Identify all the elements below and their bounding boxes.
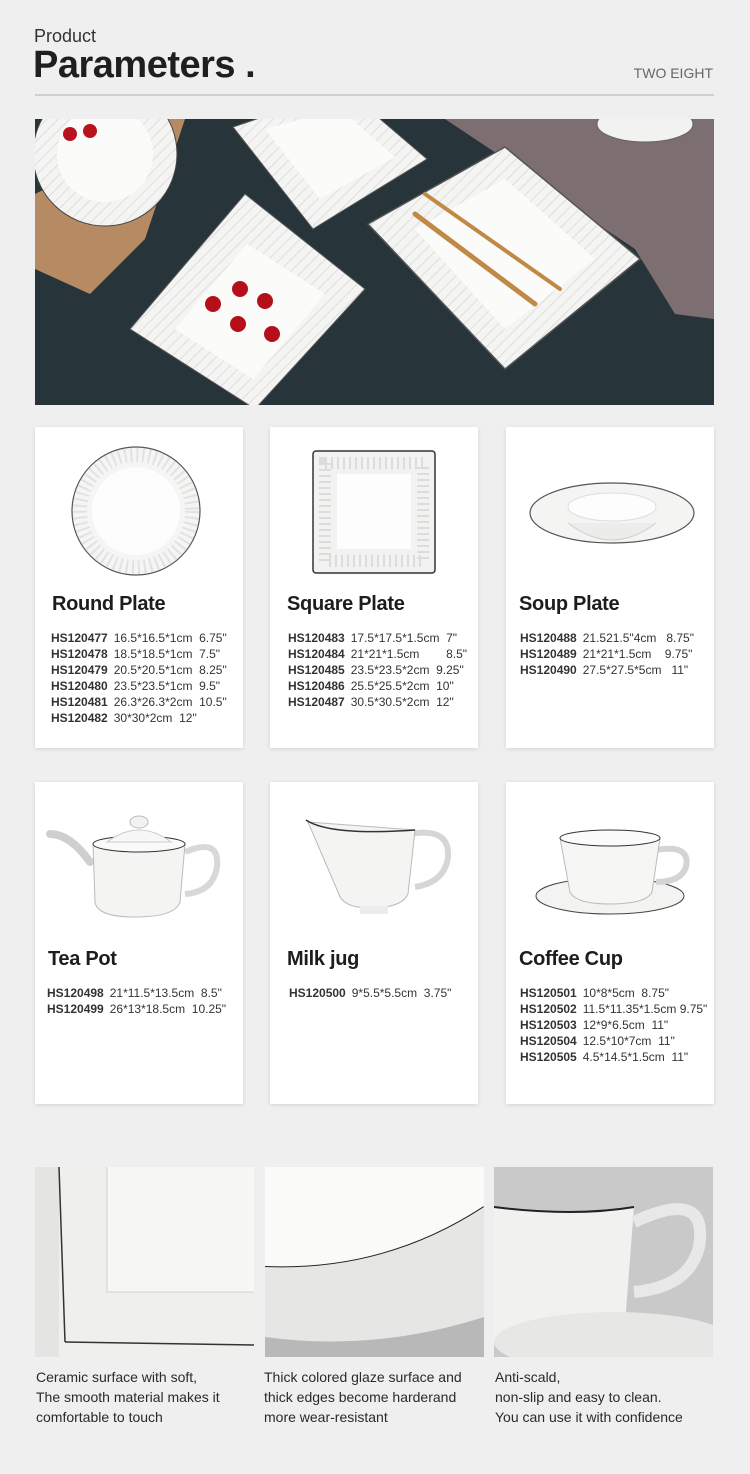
spec-row: HS120489 21*21*1.5cm 9.75" [520, 647, 693, 661]
spec-row: HS120486 25.5*25.5*2cm 10" [288, 679, 454, 693]
header-subtitle: Product [34, 26, 97, 46]
spec-row: HS120490 27.5*27.5*5cm 11" [520, 663, 689, 677]
spec-list [520, 985, 707, 1065]
bowl-closeup-icon [265, 1167, 484, 1357]
cup-closeup-icon [494, 1167, 713, 1357]
spec-row: HS120478 18.5*18.5*1cm 7.5" [51, 647, 221, 661]
product-title: Milk jug [287, 948, 360, 970]
spec-row: HS120485 23.5*23.5*2cm 9.25" [288, 663, 464, 677]
hero-image [35, 119, 714, 405]
product-title: Tea Pot [48, 948, 117, 970]
product-title: Soup Plate [519, 593, 620, 615]
soup-plate-icon [506, 427, 714, 597]
spec-list [289, 985, 451, 1001]
round-plate-icon [35, 427, 243, 597]
square-plate-icon [270, 427, 478, 597]
spec-row: HS120498 21*11.5*13.5cm 8.5" [47, 986, 222, 1000]
spec-list [51, 630, 227, 726]
spec-row: HS120499 26*13*18.5cm 10.25" [47, 1002, 227, 1016]
spec-row: HS120479 20.5*20.5*1cm 8.25" [51, 663, 227, 677]
tea-pot-icon [35, 782, 243, 952]
spec-row: HS120502 11.5*11.35*1.5cm 9.75" [520, 1002, 708, 1016]
spec-list [47, 985, 226, 1017]
milk-jug-icon [270, 782, 478, 952]
spec-row: HS120503 12*9*6.5cm 11" [520, 1018, 669, 1032]
page-title: Parameters . [33, 44, 256, 86]
product-card-milk-jug [270, 782, 478, 1104]
product-card-soup-plate [506, 427, 714, 748]
product-card-tea-pot [35, 782, 243, 1104]
spec-row: HS120477 16.5*16.5*1cm 6.75" [51, 631, 227, 645]
product-title: Coffee Cup [519, 948, 623, 970]
spec-list [288, 630, 467, 710]
spec-row: HS120488 21.521.5"4cm 8.75" [520, 631, 694, 645]
coffee-cup-icon [506, 782, 714, 952]
tableware-photo-icon [35, 119, 714, 405]
spec-row: HS120500 9*5.5*5.5cm 3.75" [289, 986, 452, 1000]
product-card-coffee-cup [506, 782, 714, 1104]
spec-row: HS120504 12.5*10*7cm 11" [520, 1034, 675, 1048]
feature-text-anti-scald: Anti-scald, non-slip and easy to clean. You can use it with confidence [495, 1369, 683, 1425]
feature-text-surface: Ceramic surface with soft, The smooth material makes it comfortable to touch [36, 1369, 220, 1425]
header-divider [35, 94, 714, 96]
plate-closeup-icon [35, 1167, 254, 1357]
spec-row: HS120480 23.5*23.5*1cm 9.5" [51, 679, 221, 693]
brand-name: TWO EIGHT [633, 65, 713, 81]
product-title: Square Plate [287, 593, 405, 615]
spec-row: HS120487 30.5*30.5*2cm 12" [288, 695, 454, 709]
spec-row: HS120484 21*21*1.5cm 8.5" [288, 647, 468, 661]
spec-row: HS120483 17.5*17.5*1.5cm 7" [288, 631, 458, 645]
spec-row: HS120505 4.5*14.5*1.5cm 11" [520, 1050, 689, 1064]
feature-text-glaze: Thick colored glaze surface and thick edges become harderand more wear-resistant [264, 1369, 462, 1425]
spec-row: HS120501 10*8*5cm 8.75" [520, 986, 670, 1000]
product-title: Round Plate [52, 593, 166, 615]
spec-row: HS120482 30*30*2cm 12" [51, 711, 197, 725]
product-card-round-plate [35, 427, 243, 748]
spec-list [520, 630, 694, 678]
spec-row: HS120481 26.3*26.3*2cm 10.5" [51, 695, 227, 709]
product-card-square-plate [270, 427, 478, 748]
